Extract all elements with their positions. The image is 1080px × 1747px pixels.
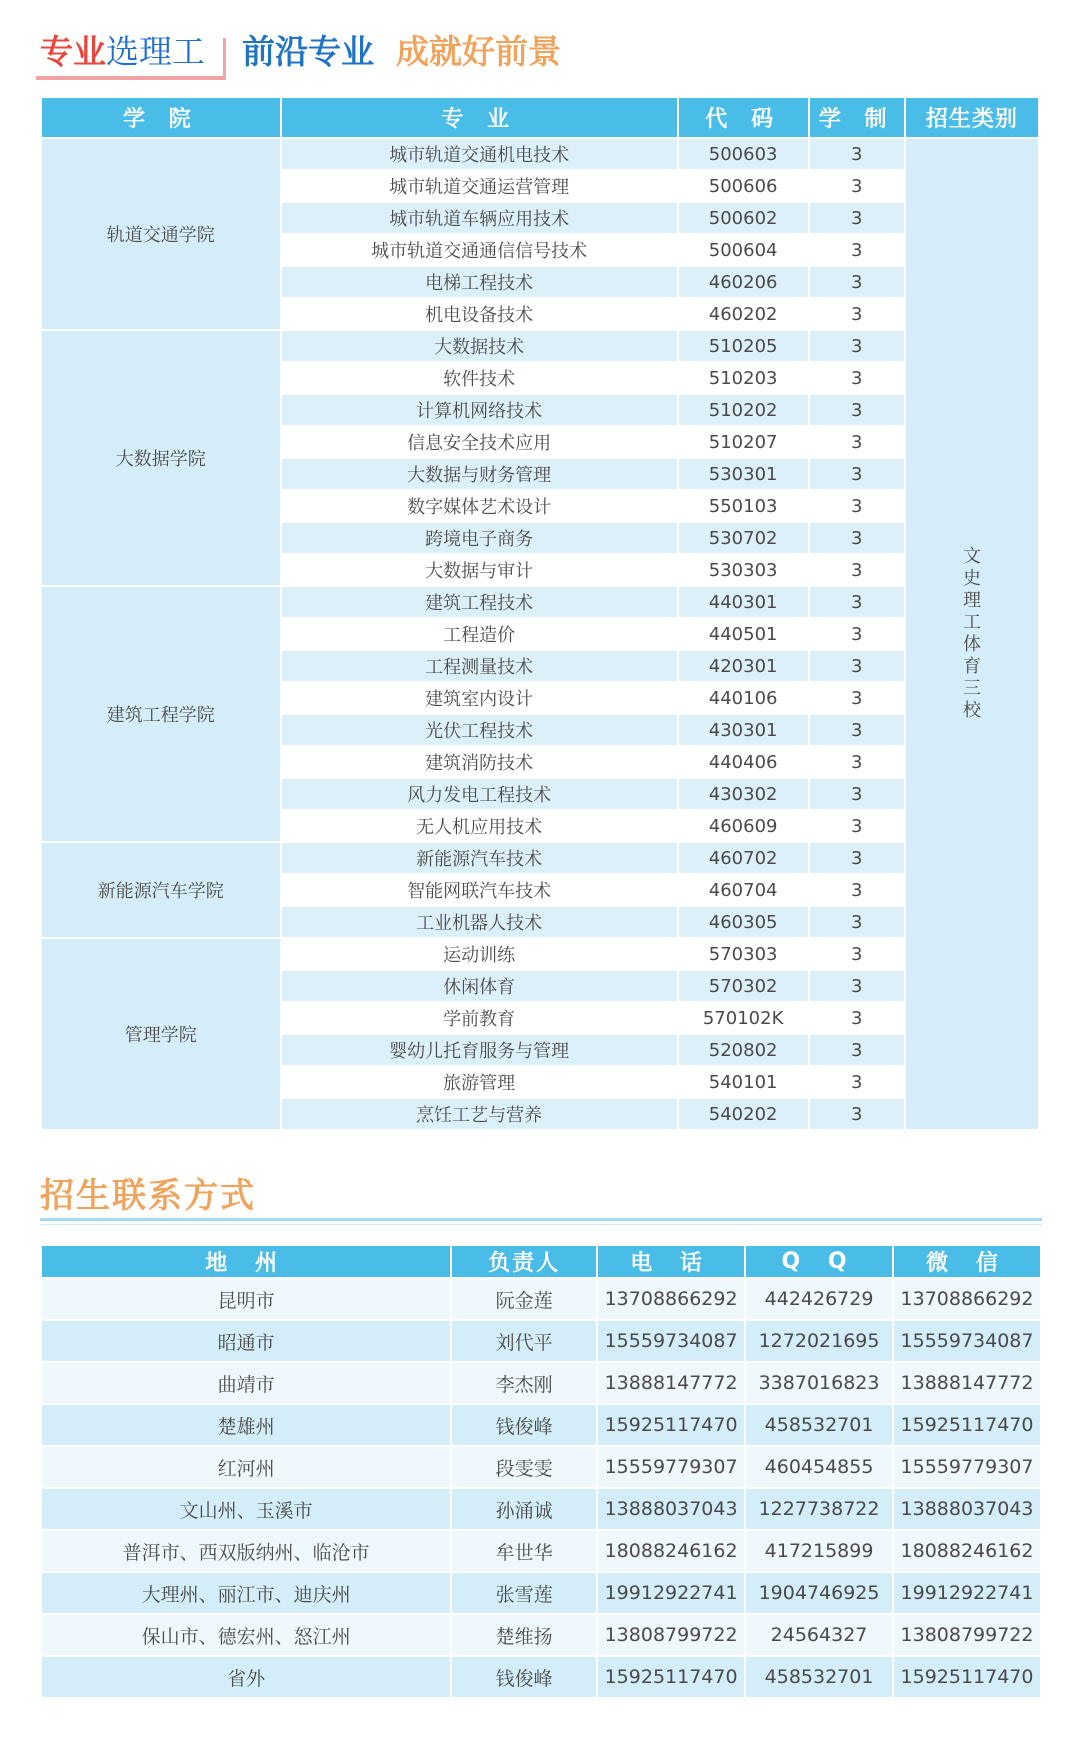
contact-region: 楚雄州 <box>42 1405 450 1445</box>
contact-wechat: 13708866292 <box>894 1279 1040 1319</box>
major-duration: 3 <box>810 811 904 841</box>
contact-region: 红河州 <box>42 1447 450 1487</box>
major-name: 大数据与财务管理 <box>282 459 677 489</box>
major-code: 510202 <box>679 395 808 425</box>
major-name: 城市轨道交通运营管理 <box>282 171 677 201</box>
college-name: 大数据学院 <box>42 331 280 585</box>
contact-row <box>42 1573 1040 1613</box>
major-duration: 3 <box>810 907 904 937</box>
major-duration: 3 <box>810 971 904 1001</box>
contact-qq: 3387016823 <box>746 1363 892 1403</box>
contact-person: 牟世华 <box>452 1531 596 1571</box>
major-row <box>42 331 1038 361</box>
major-duration: 3 <box>810 587 904 617</box>
contact-wechat: 19912922741 <box>894 1573 1040 1613</box>
header-divider <box>223 38 226 80</box>
major-duration: 3 <box>810 491 904 521</box>
major-duration: 3 <box>810 331 904 361</box>
contact-row <box>42 1531 1040 1571</box>
contact-wechat: 18088246162 <box>894 1531 1040 1571</box>
category-text: 文史 理工 体育 三校 <box>962 546 981 721</box>
major-duration: 3 <box>810 1035 904 1065</box>
major-code: 460202 <box>679 299 808 329</box>
major-code: 440406 <box>679 747 808 777</box>
major-code: 460206 <box>679 267 808 297</box>
contact-title-rule <box>40 1218 1042 1221</box>
contact-phone: 15559779307 <box>598 1447 744 1487</box>
major-duration: 3 <box>810 267 904 297</box>
major-duration: 3 <box>810 363 904 393</box>
major-code: 500606 <box>679 171 808 201</box>
contact-phone: 18088246162 <box>598 1531 744 1571</box>
header-major: 专 业 <box>282 98 677 137</box>
major-code: 550103 <box>679 491 808 521</box>
major-name: 工程测量技术 <box>282 651 677 681</box>
major-code: 440106 <box>679 683 808 713</box>
category-cell <box>906 139 1038 1129</box>
major-duration: 3 <box>810 555 904 585</box>
major-code: 540202 <box>679 1099 808 1129</box>
header-title-1 <box>40 28 205 76</box>
contact-region: 保山市、德宏州、怒江州 <box>42 1615 450 1655</box>
contact-region: 昆明市 <box>42 1279 450 1319</box>
major-code: 430302 <box>679 779 808 809</box>
contact-wechat: 15925117470 <box>894 1405 1040 1445</box>
major-code: 440501 <box>679 619 808 649</box>
contact-phone: 15925117470 <box>598 1657 744 1697</box>
contact-wechat: 15559734087 <box>894 1321 1040 1361</box>
contact-person: 钱俊峰 <box>452 1657 596 1697</box>
contact-phone: 13808799722 <box>598 1615 744 1655</box>
contact-phone: 19912922741 <box>598 1573 744 1613</box>
contact-qq: 1272021695 <box>746 1321 892 1361</box>
header-underline <box>36 76 226 80</box>
major-duration: 3 <box>810 1003 904 1033</box>
contact-title-rule-thin <box>40 1224 1042 1225</box>
major-name: 无人机应用技术 <box>282 811 677 841</box>
contact-phone: 15925117470 <box>598 1405 744 1445</box>
major-code: 500602 <box>679 203 808 233</box>
major-duration: 3 <box>810 395 904 425</box>
major-name: 机电设备技术 <box>282 299 677 329</box>
majors-header-row <box>42 98 1038 137</box>
contact-person: 李杰刚 <box>452 1363 596 1403</box>
major-code: 530702 <box>679 523 808 553</box>
contact-person: 楚维扬 <box>452 1615 596 1655</box>
major-duration: 3 <box>810 299 904 329</box>
major-name: 信息安全技术应用 <box>282 427 677 457</box>
contact-region: 文山州、玉溪市 <box>42 1489 450 1529</box>
major-name: 城市轨道车辆应用技术 <box>282 203 677 233</box>
header-college: 学 院 <box>42 98 280 137</box>
major-name: 建筑工程技术 <box>282 587 677 617</box>
header-wechat: 微 信 <box>894 1246 1040 1277</box>
major-duration: 3 <box>810 203 904 233</box>
major-row <box>42 843 1038 873</box>
major-duration: 3 <box>810 235 904 265</box>
major-code: 570302 <box>679 971 808 1001</box>
major-code: 460609 <box>679 811 808 841</box>
major-code: 500604 <box>679 235 808 265</box>
major-duration: 3 <box>810 139 904 169</box>
header-category: 招生类别 <box>906 98 1038 137</box>
major-duration: 3 <box>810 1099 904 1129</box>
contact-person: 张雪莲 <box>452 1573 596 1613</box>
contact-person: 钱俊峰 <box>452 1405 596 1445</box>
contact-region: 昭通市 <box>42 1321 450 1361</box>
major-code: 530301 <box>679 459 808 489</box>
major-duration: 3 <box>810 939 904 969</box>
contact-region: 大理州、丽江市、迪庆州 <box>42 1573 450 1613</box>
contact-row <box>42 1405 1040 1445</box>
major-name: 建筑消防技术 <box>282 747 677 777</box>
major-name: 工程造价 <box>282 619 677 649</box>
contact-row <box>42 1657 1040 1697</box>
contact-qq: 1904746925 <box>746 1573 892 1613</box>
major-name: 建筑室内设计 <box>282 683 677 713</box>
major-code: 420301 <box>679 651 808 681</box>
header-code: 代 码 <box>679 98 808 137</box>
major-name: 计算机网络技术 <box>282 395 677 425</box>
header-title-1b: 选理工 <box>106 32 205 71</box>
contact-title: 招生联系方式 <box>40 1176 256 1216</box>
contact-qq: 458532701 <box>746 1405 892 1445</box>
major-name: 运动训练 <box>282 939 677 969</box>
contact-region: 普洱市、西双版纳州、临沧市 <box>42 1531 450 1571</box>
major-name: 工业机器人技术 <box>282 907 677 937</box>
major-duration: 3 <box>810 1067 904 1097</box>
major-name: 电梯工程技术 <box>282 267 677 297</box>
major-duration: 3 <box>810 651 904 681</box>
major-code: 520802 <box>679 1035 808 1065</box>
contact-region: 省外 <box>42 1657 450 1697</box>
major-name: 旅游管理 <box>282 1067 677 1097</box>
major-duration: 3 <box>810 619 904 649</box>
contact-person: 阮金莲 <box>452 1279 596 1319</box>
header-region: 地 州 <box>42 1246 450 1277</box>
contact-qq: 460454855 <box>746 1447 892 1487</box>
contact-person: 段雯雯 <box>452 1447 596 1487</box>
contact-region: 曲靖市 <box>42 1363 450 1403</box>
major-name: 城市轨道交通机电技术 <box>282 139 677 169</box>
major-duration: 3 <box>810 459 904 489</box>
major-name: 软件技术 <box>282 363 677 393</box>
major-code: 510205 <box>679 331 808 361</box>
header-title-3: 成就好前景 <box>396 32 561 71</box>
major-row <box>42 939 1038 969</box>
college-name: 建筑工程学院 <box>42 587 280 841</box>
major-name: 休闲体育 <box>282 971 677 1001</box>
contact-row <box>42 1363 1040 1403</box>
header-person: 负责人 <box>452 1246 596 1277</box>
page-header <box>40 28 1040 88</box>
header-title-2: 前沿专业 <box>242 32 374 71</box>
major-duration: 3 <box>810 523 904 553</box>
contact-wechat: 15559779307 <box>894 1447 1040 1487</box>
major-row <box>42 587 1038 617</box>
major-name: 大数据技术 <box>282 331 677 361</box>
major-duration: 3 <box>810 683 904 713</box>
major-name: 城市轨道交通通信信号技术 <box>282 235 677 265</box>
header-qq: Q Q <box>746 1246 892 1277</box>
major-code: 460305 <box>679 907 808 937</box>
major-name: 大数据与审计 <box>282 555 677 585</box>
major-code: 440301 <box>679 587 808 617</box>
major-duration: 3 <box>810 747 904 777</box>
contact-row <box>42 1279 1040 1319</box>
major-code: 570102K <box>679 1003 808 1033</box>
major-row <box>42 139 1038 169</box>
contact-qq: 417215899 <box>746 1531 892 1571</box>
contact-phone: 13888147772 <box>598 1363 744 1403</box>
contacts-header-row <box>42 1246 1040 1277</box>
contact-row <box>42 1489 1040 1529</box>
major-name: 跨境电子商务 <box>282 523 677 553</box>
major-name: 学前教育 <box>282 1003 677 1033</box>
contacts-table <box>40 1244 1042 1699</box>
contact-person: 孙涌诚 <box>452 1489 596 1529</box>
contact-qq: 1227738722 <box>746 1489 892 1529</box>
contact-wechat: 13808799722 <box>894 1615 1040 1655</box>
college-name: 管理学院 <box>42 939 280 1129</box>
contact-qq: 442426729 <box>746 1279 892 1319</box>
majors-body <box>42 139 1038 1129</box>
major-code: 510207 <box>679 427 808 457</box>
contact-phone: 13708866292 <box>598 1279 744 1319</box>
contacts-body <box>42 1279 1040 1697</box>
contact-wechat: 15925117470 <box>894 1657 1040 1697</box>
major-duration: 3 <box>810 875 904 905</box>
major-duration: 3 <box>810 779 904 809</box>
major-code: 510203 <box>679 363 808 393</box>
majors-table <box>40 96 1040 1131</box>
major-code: 530303 <box>679 555 808 585</box>
header-title-1a: 专业 <box>40 32 106 71</box>
major-name: 新能源汽车技术 <box>282 843 677 873</box>
major-duration: 3 <box>810 843 904 873</box>
major-code: 570303 <box>679 939 808 969</box>
contact-row <box>42 1321 1040 1361</box>
major-name: 风力发电工程技术 <box>282 779 677 809</box>
major-name: 数字媒体艺术设计 <box>282 491 677 521</box>
major-code: 460704 <box>679 875 808 905</box>
contact-person: 刘代平 <box>452 1321 596 1361</box>
major-duration: 3 <box>810 171 904 201</box>
contact-wechat: 13888037043 <box>894 1489 1040 1529</box>
major-duration: 3 <box>810 715 904 745</box>
contact-phone: 13888037043 <box>598 1489 744 1529</box>
major-duration: 3 <box>810 427 904 457</box>
major-name: 智能网联汽车技术 <box>282 875 677 905</box>
contact-row <box>42 1447 1040 1487</box>
contact-qq: 24564327 <box>746 1615 892 1655</box>
major-name: 婴幼儿托育服务与管理 <box>282 1035 677 1065</box>
contact-row <box>42 1615 1040 1655</box>
contact-wechat: 13888147772 <box>894 1363 1040 1403</box>
contact-qq: 458532701 <box>746 1657 892 1697</box>
major-name: 光伏工程技术 <box>282 715 677 745</box>
header-phone: 电 话 <box>598 1246 744 1277</box>
college-name: 新能源汽车学院 <box>42 843 280 937</box>
major-code: 500603 <box>679 139 808 169</box>
major-code: 430301 <box>679 715 808 745</box>
major-name: 烹饪工艺与营养 <box>282 1099 677 1129</box>
major-code: 460702 <box>679 843 808 873</box>
college-name: 轨道交通学院 <box>42 139 280 329</box>
major-code: 540101 <box>679 1067 808 1097</box>
header-duration: 学 制 <box>810 98 904 137</box>
contact-phone: 15559734087 <box>598 1321 744 1361</box>
